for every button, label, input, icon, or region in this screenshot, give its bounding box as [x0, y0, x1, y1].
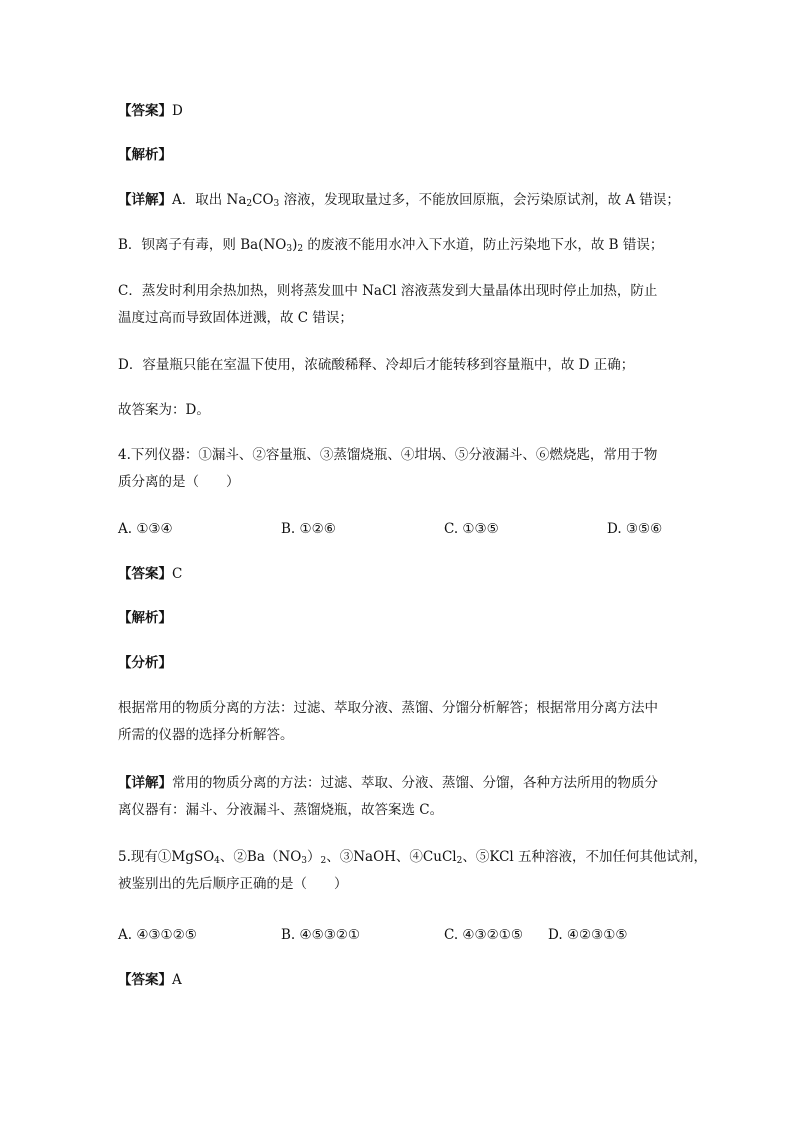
q3-detail-c: C．蒸发时利用余热加热，则将蒸发皿中 NaCl 溶液蒸发到大量晶体出现时停止加热，防止 温度过高而导致固体迸溅，故 C 错误； [118, 283, 658, 326]
answer-tag: 【答案】 [118, 566, 172, 582]
answer-value: C [172, 566, 183, 582]
answer-value: D [172, 103, 183, 119]
q5-options [118, 922, 678, 949]
q5-option-b: B. ④⑤③②① [281, 927, 361, 943]
q3-answer [118, 98, 678, 125]
q3-detail-b: B．钡离子有毒，则 $Ba(NO_3)_2$ 的废液不能用水冲入下水道，防止污染地下水，故 B 错误； [118, 237, 664, 254]
q5-option-d: D. ④②③①⑤ [548, 927, 628, 943]
q4-answer [118, 561, 678, 588]
q5-option-c: C. ④③②①⑤ [444, 927, 523, 943]
q5-answer [118, 967, 678, 994]
q5-option-a: A. ④③①②⑤ [118, 927, 197, 943]
q4-analysis-tag: 【解析】 [118, 610, 172, 626]
q3-detail-d: D．容量瓶只能在室温下使用，浓硫酸稀释、冷却后才能转移到容量瓶中，故 D 正确； [118, 357, 635, 373]
q3-detail-a: 【详解】A．取出 $Na_2CO_3$ 溶液，发现取量过多，不能放回原瓶，会污染原试剂，故 A 错误； [118, 192, 680, 209]
q3-conclusion: 故答案为：D。 [118, 402, 210, 418]
q3-analysis-tag: 【解析】 [118, 147, 172, 163]
answer-tag: 【答案】 [118, 972, 172, 988]
q5-stem: 5.现有①MgSO$_4$、$②Ba(NO_3)_2$、③NaOH、④CuCl$_2$、⑤KCl 五种溶液，不加任何其他试剂， 被鉴别出的先后顺序正确的是（ ） [118, 849, 708, 892]
q4-fenxi-tag: 【分析】 [118, 655, 172, 671]
q4-option-d: D. ③⑤⑥ [607, 521, 663, 537]
detail-tag: 【详解】 [118, 775, 172, 791]
q4-option-b: B. ①②⑥ [281, 521, 336, 537]
q4-stem: 4.下列仪器：①漏斗、②容量瓶、③蒸馏烧瓶、④坩埚、⑤分液漏斗、⑥燃烧匙，常用于物 质分离的是（ ） [118, 447, 658, 490]
q4-options [118, 516, 678, 543]
q4-fenxi: 根据常用的物质分离的方法：过滤、萃取分液、蒸馏、分馏分析解答；根据常用分离方法中 所需的仪器的选择分析解答。 [118, 700, 658, 743]
detail-tag: 【详解】 [118, 192, 172, 208]
q4-detail: 【详解】常用的物质分离的方法：过滤、萃取、分液、蒸馏、分馏，各种方法所用的物质分 离仪器有：漏斗、分液漏斗、蒸馏烧瓶，故答案选 C。 [118, 775, 658, 818]
q4-option-c: C. ①③⑤ [444, 521, 499, 537]
answer-tag: 【答案】 [118, 103, 172, 119]
q4-option-a: A. ①③④ [118, 521, 173, 537]
answer-value: A [172, 972, 182, 988]
